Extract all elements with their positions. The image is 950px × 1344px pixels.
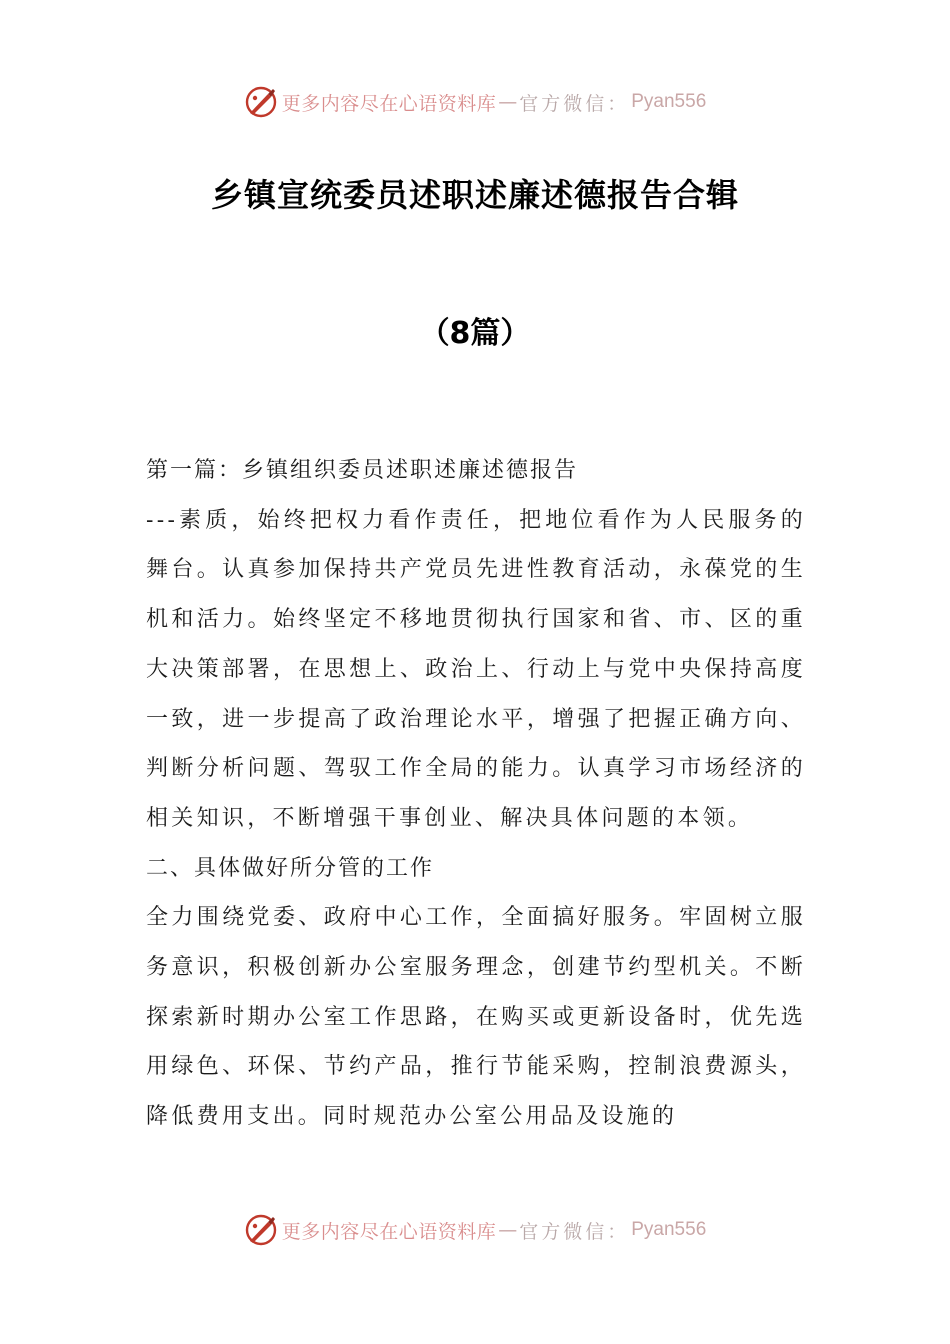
document-title: 乡镇宣统委员述职述廉述德报告合辑 [210,176,739,214]
document-subtitle: （8篇） [419,316,531,351]
banner-text: 更多内容尽在心语资料库 [281,92,497,115]
header-watermark-banner [0,82,950,122]
footer-watermark-banner [0,1210,950,1250]
body-paragraph: ---素质，始终把权力看作责任，把地位看作为人民服务的舞台。认真参加保持共产党员先进性教育活动，永葆党的生机和活力。始终坚定不移地贯彻执行国家和省、市、区的重大决策部署，在思想上、政治上、行动上与党中央保持高度一致，进一步提高了政治理论水平，增强了把握正确方向、判断分析问题、驾驭工作全局的能力。认真学习市场经济的相关知识，不断增强干事创业、解决具体问题的本领。 [146,507,806,831]
body-paragraph: 全力围绕党委、政府中心工作，全面搞好服务。牢固树立服务意识，积极创新办公室服务理念，创建节约型机关。不断探索新时期办公室工作思路，在购买或更新设备时，优先选用绿色、环保、节约产品，推行节能采购，控制浪费源头，降低费用支出。同时规范办公室公用品及设施的 [146,905,806,1130]
banner-text: 更多内容尽在心语资料库 [281,1220,497,1243]
banner-dash: — [498,1219,518,1241]
banner-wechat-label: 官方微信： [519,1220,630,1243]
banner-dash: — [498,91,518,113]
banner-wechat-label: 官方微信： [519,92,630,115]
banner-wechat-id: Pyan556 [631,91,707,112]
pen-logo-icon [244,1213,278,1247]
section-heading: 二、具体做好所分管的工作 [146,855,435,881]
banner-wechat-id: Pyan556 [631,1219,707,1240]
document-body [146,446,806,1142]
section-heading: 第一篇：乡镇组织委员述职述廉述德报告 [146,458,579,483]
pen-logo-icon [244,85,278,119]
